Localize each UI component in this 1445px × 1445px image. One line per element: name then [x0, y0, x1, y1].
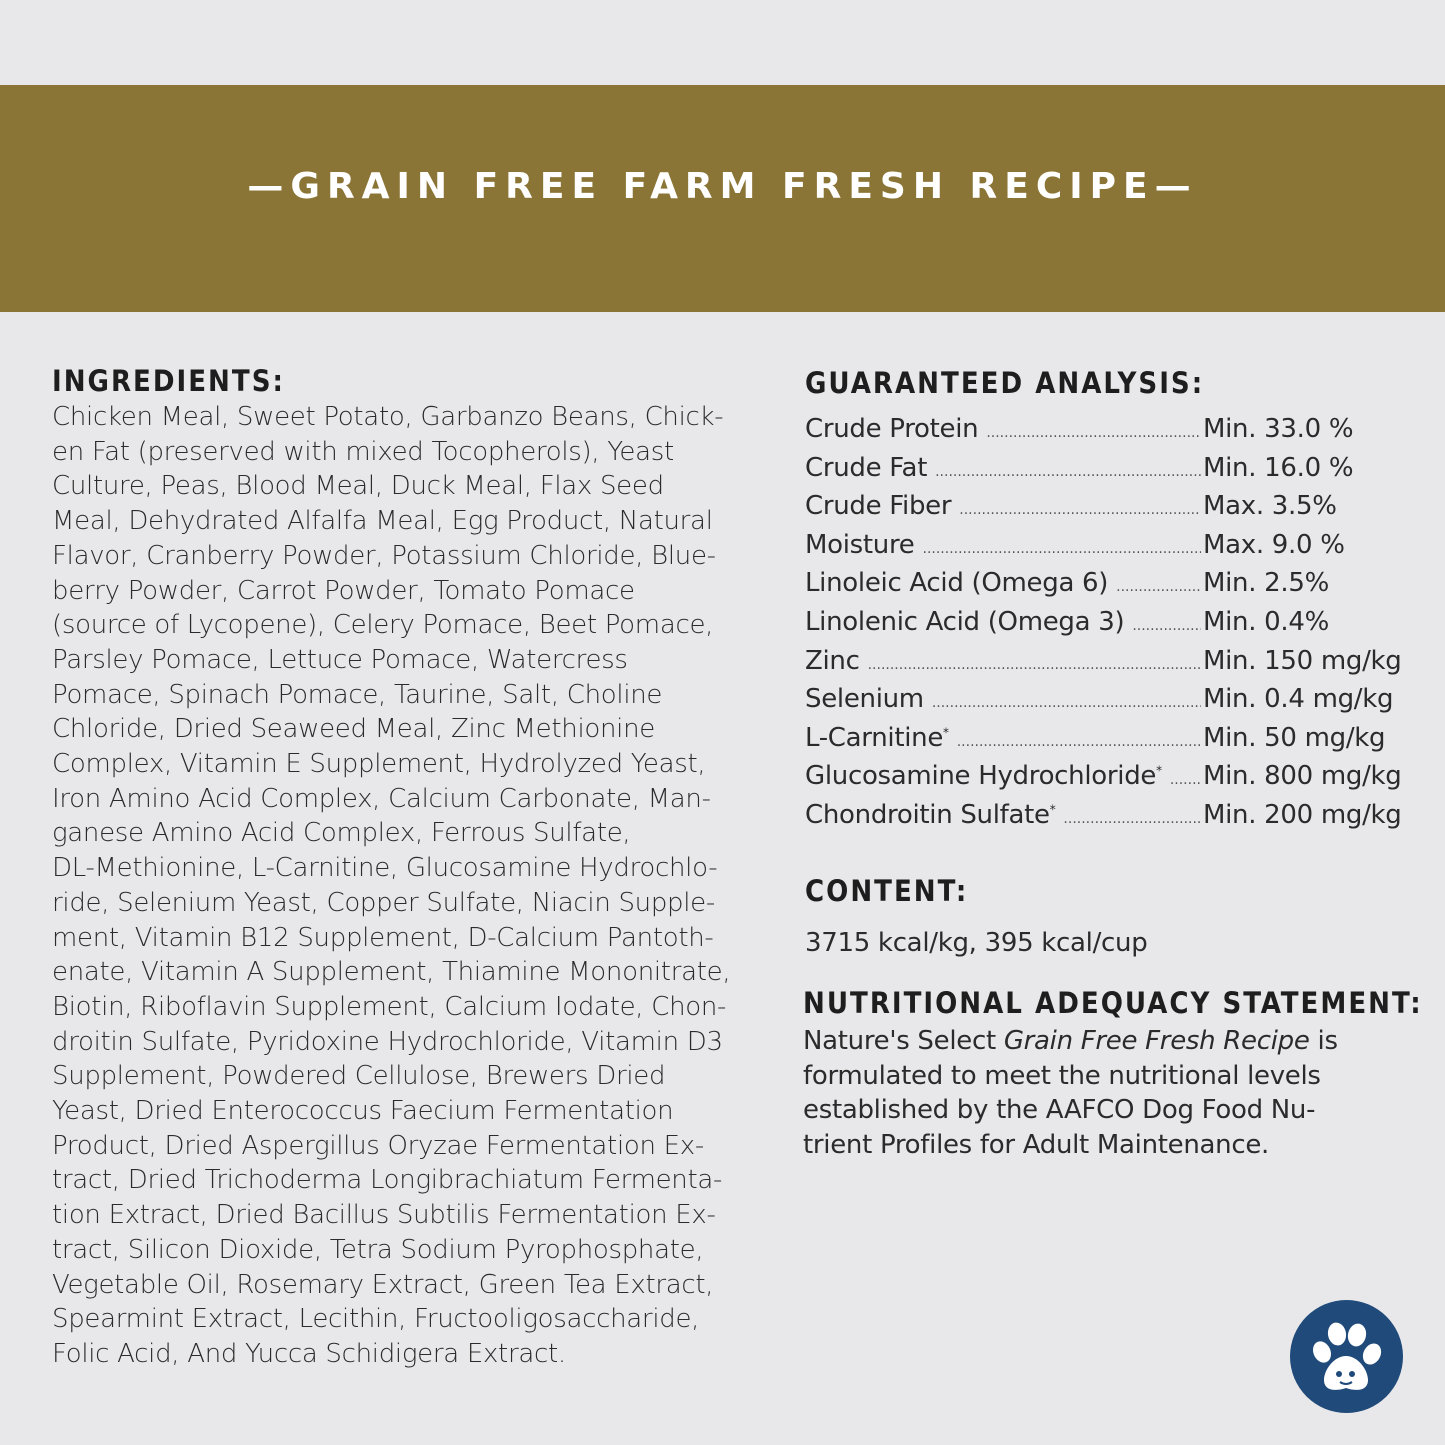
dot-leader [1170, 772, 1201, 788]
analysis-nutrient [805, 453, 927, 483]
ingredients-list: Chicken Meal, Sweet Potato, Garbanzo Beans, Chick- en Fat (preserved with mixed Tocopherols), Yeast Culture, Peas, Blood Meal, Duck Meal, Flax Seed Meal, Dehydrated Alfalfa Meal, Egg Product, Natural Flavor, Cranberry Powder, Potassium Chloride, Blue- berry Powder, Carrot Powder, Tomato Pomace (source of Lycopene), Celery Pomace, Beet Pomace, Parsley Pomace, Lettuce Pomace, Watercress Pomace, Spinach Pomace, Taurine, Salt, Choline Chloride, Dried Seaweed Meal, Zinc Methionine Complex, Vitamin E Supplement, Hydrolyzed Yeast, Iron Amino Acid Complex, Calcium Carbonate, Man- ganese Amino Acid Complex, Ferrous Sulfate, DL-Methionine, L-Carnitine, Glucosamine Hydrochlo- ride, Selenium Yeast, Copper Sulfate, Niacin Supple- ment, Vitamin B12 Supplement, D-Calcium Pantoth- enate, Vitamin A Supplement, Thiamine Mononitrate, Biotin, Riboflavin Supplement, Calcium Iodate, Chon- droitin Sulfate, Pyridoxine Hydrochloride, Vitamin D3 Supplement, Powdered Cellulose, Brewers Dried Yeast, Dried Enterococcus Faecium Fermentation Product, Dried Aspergillus Oryzae Fermentation Ex- tract, Dried Trichoderma Longibrachiatum Fermenta- tion Extract, Dried Bacillus Subtilis Fermentation Ex- tract, Silicon Dioxide, Tetra Sodium Pyrophosphate, Vegetable Oil, Rosemary Extract, Green Tea Extract, Spearmint Extract, Lecithin, Fructooligosaccharide, Folic Acid, And Yucca Schidigera Extract. [52, 402, 731, 1369]
recipe-name: Grain Free Fresh Recipe [1003, 1026, 1310, 1056]
guaranteed-analysis-heading: GUARANTEED ANALYSIS: [805, 366, 1205, 400]
analysis-row [805, 761, 1415, 800]
analysis-nutrient [805, 491, 951, 521]
analysis-row [805, 684, 1415, 723]
dot-leader [923, 541, 1202, 557]
analysis-nutrient-name: Linolenic Acid (Omega 3) [805, 606, 1125, 637]
recipe-banner [0, 85, 1445, 312]
brand-name: Nature's Select [803, 1026, 1004, 1056]
analysis-value: Min. 16.0 % [1203, 452, 1354, 483]
analysis-nutrient-name: Glucosamine Hydrochloride [805, 761, 1157, 792]
analysis-value: Min. 200 mg/kg [1203, 799, 1402, 830]
analysis-value: Max. 9.0 % [1203, 529, 1345, 560]
ingredients-heading: INGREDIENTS: [52, 364, 285, 398]
dot-leader [959, 502, 1201, 518]
analysis-nutrient-name: Crude Fat [805, 452, 928, 483]
analysis-nutrient [805, 761, 1162, 791]
analysis-nutrient [805, 800, 1055, 830]
dot-leader [957, 734, 1201, 750]
analysis-nutrient [805, 530, 915, 560]
dot-leader [868, 657, 1201, 673]
analysis-row [805, 607, 1415, 646]
dot-leader [1132, 618, 1201, 634]
dot-leader [1116, 579, 1201, 595]
analysis-value: Min. 0.4 mg/kg [1203, 684, 1394, 715]
analysis-row [805, 530, 1415, 569]
analysis-nutrient [805, 414, 978, 444]
analysis-nutrient-name: Moisture [805, 529, 915, 560]
statement-line-end: is [1309, 1026, 1338, 1056]
analysis-nutrient [805, 723, 949, 753]
analysis-value: Min. 50 mg/kg [1203, 722, 1386, 753]
analysis-row [805, 491, 1415, 530]
analysis-nutrient [805, 646, 860, 676]
analysis-value: Min. 33.0 % [1203, 414, 1354, 444]
analysis-value: Min. 150 mg/kg [1203, 645, 1402, 676]
analysis-row [805, 646, 1415, 685]
analysis-value: Max. 3.5% [1203, 491, 1337, 522]
statement-rest: formulated to meet the nutritional levels established by the AAFCO Dog Food Nu- trient Profiles for Adult Maintenance. [803, 1060, 1321, 1161]
analysis-value: Min. 0.4% [1203, 606, 1330, 637]
analysis-nutrient-name: Crude Fiber [805, 491, 952, 522]
analysis-footnote-mark: * [943, 725, 949, 740]
paw-icon [1290, 1300, 1403, 1413]
nutritional-adequacy-heading: NUTRITIONAL ADEQUACY STATEMENT: [803, 986, 1423, 1020]
analysis-nutrient-name: Crude Protein [805, 414, 979, 444]
analysis-nutrient-name: Selenium [805, 684, 924, 715]
content-section [805, 874, 1147, 958]
paw-icon-graphic [1290, 1300, 1403, 1413]
analysis-nutrient-name: L-Carnitine [805, 722, 944, 753]
dot-leader [986, 425, 1201, 441]
analysis-value: Min. 2.5% [1203, 568, 1330, 599]
ingredients-section [52, 364, 772, 1372]
analysis-nutrient [805, 684, 924, 714]
nutritional-adequacy-section [803, 986, 1423, 1163]
analysis-row [805, 568, 1415, 607]
dot-leader [935, 464, 1201, 480]
guaranteed-analysis-table [805, 414, 1415, 839]
dot-leader [1063, 811, 1201, 827]
dot-leader [932, 695, 1201, 711]
analysis-row [805, 723, 1415, 762]
analysis-nutrient-name: Linoleic Acid (Omega 6) [805, 568, 1109, 599]
analysis-nutrient [805, 568, 1108, 598]
analysis-nutrient-name: Zinc [805, 645, 860, 676]
recipe-title: —GRAIN FREE FARM FRESH RECIPE— [247, 166, 1198, 207]
analysis-row [805, 800, 1415, 839]
analysis-footnote-mark: * [1156, 763, 1162, 778]
analysis-value: Min. 800 mg/kg [1203, 761, 1402, 792]
nutritional-adequacy-statement [803, 1024, 1363, 1163]
analysis-footnote-mark: * [1049, 802, 1056, 817]
content-heading: CONTENT: [805, 874, 969, 908]
analysis-row [805, 453, 1415, 492]
analysis-row [805, 414, 1415, 453]
calorie-content: 3715 kcal/kg, 395 kcal/cup [805, 928, 1148, 958]
guaranteed-analysis-section [805, 366, 1415, 839]
analysis-nutrient [805, 607, 1124, 637]
analysis-nutrient-name: Chondroitin Sulfate [805, 799, 1050, 830]
